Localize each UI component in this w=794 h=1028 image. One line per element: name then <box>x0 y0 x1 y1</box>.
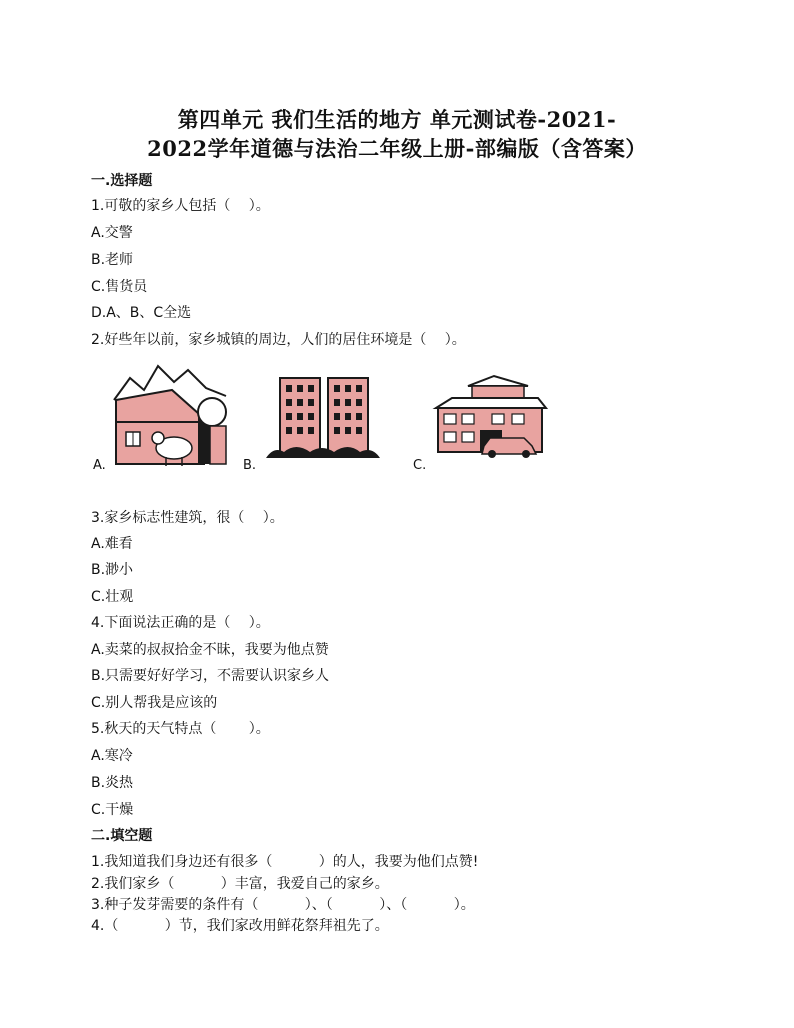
q4-stem: 4.下面说法正确的是（ ）。 <box>91 615 270 631</box>
fill-item-4: 4.（ ）节，我们家改用鲜花祭拜祖先了。 <box>91 918 389 934</box>
q1-stem: 1.可敬的家乡人包括（ ）。 <box>91 198 270 214</box>
q2-image-a-old-house <box>112 360 228 468</box>
q1-option-b: B.老师 <box>91 252 134 268</box>
q4-option-a: A.卖菜的叔叔拾金不昧，我要为他点赞 <box>91 642 329 658</box>
q2-image-c-label: C. <box>413 458 427 473</box>
q3-option-a: A.难看 <box>91 536 133 552</box>
section-heading-fill: 二.填空题 <box>91 828 153 844</box>
q3-option-b: B.渺小 <box>91 562 134 578</box>
q3-stem: 3.家乡标志性建筑，很（ ）。 <box>91 510 284 526</box>
q5-option-b: B.炎热 <box>91 775 134 791</box>
q2-image-c-villa <box>432 372 550 458</box>
fill-item-1: 1.我知道我们身边还有很多（ ）的人，我要为他们点赞! <box>91 854 479 870</box>
q2-image-b-high-rise <box>262 372 382 460</box>
page-title-line2: 2022学年道德与法治二年级上册-部编版（含答案） <box>147 136 647 161</box>
q5-option-c: C.干燥 <box>91 802 134 818</box>
section-heading-choice: 一.选择题 <box>91 173 153 189</box>
q5-option-a: A.寒冷 <box>91 748 133 764</box>
q4-option-b: B.只需要好好学习，不需要认识家乡人 <box>91 668 330 684</box>
q2-image-b-label: B. <box>243 458 257 473</box>
q4-option-c: C.别人帮我是应该的 <box>91 695 218 711</box>
q1-option-d: D.A、B、C全选 <box>91 305 192 321</box>
page-title-line1: 第四单元 我们生活的地方 单元测试卷-2021- <box>177 107 617 132</box>
q2-stem: 2.好些年以前，家乡城镇的周边，人们的居住环境是（ ）。 <box>91 332 466 348</box>
q1-option-c: C.售货员 <box>91 279 148 295</box>
q1-option-a: A.交警 <box>91 225 133 241</box>
q5-stem: 5.秋天的天气特点（ ）。 <box>91 721 270 737</box>
q2-image-a-label: A. <box>93 458 106 473</box>
q3-option-c: C.壮观 <box>91 589 134 605</box>
fill-item-3: 3.种子发芽需要的条件有（ ）、（ ）、（ ）。 <box>91 897 475 913</box>
fill-item-2: 2.我们家乡（ ）丰富，我爱自己的家乡。 <box>91 876 389 892</box>
